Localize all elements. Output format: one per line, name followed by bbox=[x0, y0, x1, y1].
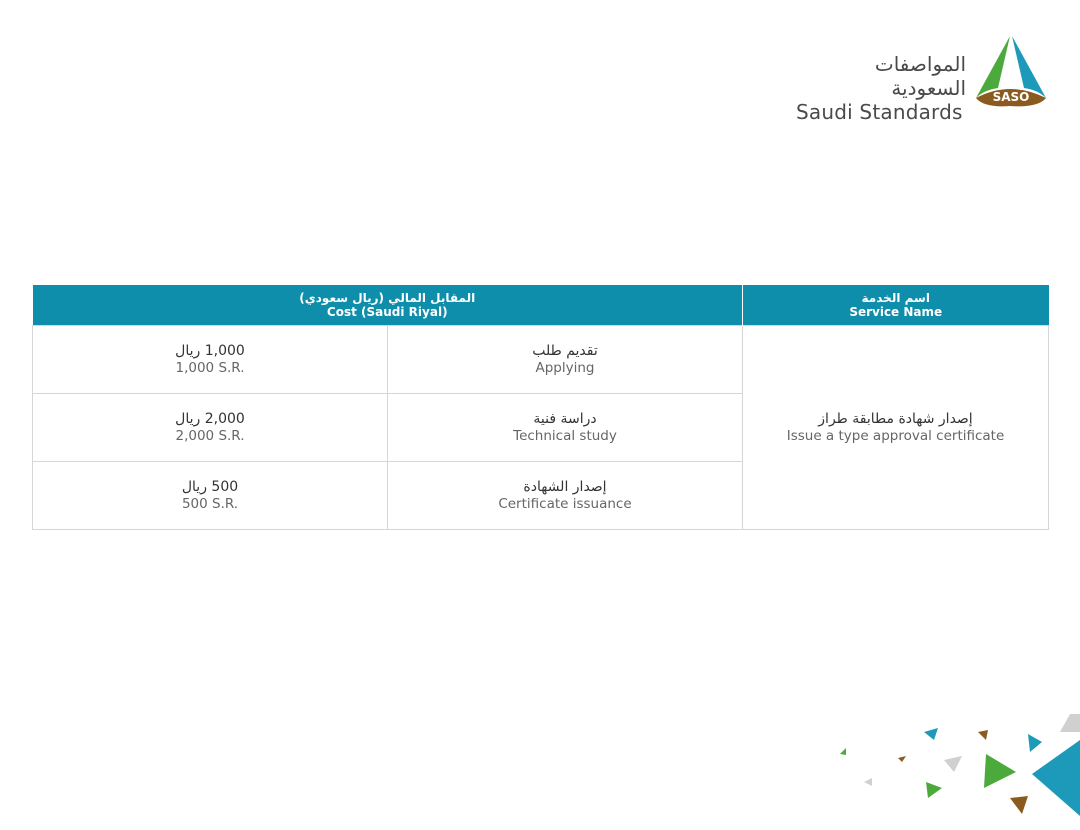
cost-ar: 1,000 ريال bbox=[175, 342, 245, 359]
deco-triangle-blue-small bbox=[924, 728, 938, 740]
cost-cell bbox=[33, 394, 388, 462]
deco-triangle-brown bbox=[978, 730, 988, 740]
deco-triangle-green-small bbox=[840, 748, 846, 755]
step-en: Certificate issuance bbox=[498, 495, 632, 512]
saso-emblem-icon bbox=[972, 34, 1048, 108]
deco-triangle-brown-mid bbox=[1010, 796, 1028, 814]
cost-header-en: Cost (Saudi Riyal) bbox=[326, 305, 448, 319]
step-ar: تقديم طلب bbox=[532, 342, 598, 359]
step-en: Applying bbox=[535, 359, 595, 376]
step-ar: دراسة فنية bbox=[533, 410, 597, 427]
saso-logo bbox=[796, 34, 1050, 124]
deco-triangle-gray-small bbox=[864, 778, 872, 786]
service-header bbox=[743, 285, 1049, 326]
service-cost-table bbox=[32, 285, 1049, 530]
step-cell bbox=[388, 326, 743, 394]
emblem-blue-leaf bbox=[1012, 36, 1046, 98]
cost-en: 500 S.R. bbox=[181, 495, 239, 512]
service-header-en: Service Name bbox=[849, 305, 943, 319]
service-name-ar: إصدار شهادة مطابقة طراز bbox=[818, 410, 973, 427]
table-header-row bbox=[33, 285, 1049, 326]
service-name-en: Issue a type approval certificate bbox=[786, 427, 1005, 444]
step-ar: إصدار الشهادة bbox=[523, 478, 607, 495]
emblem-center bbox=[1004, 60, 1018, 84]
deco-triangle-green bbox=[926, 782, 942, 798]
cost-cell bbox=[33, 326, 388, 394]
cost-en: 1,000 S.R. bbox=[175, 359, 245, 376]
logo-badge-text: SASO bbox=[992, 90, 1030, 104]
logo-text bbox=[796, 52, 966, 124]
deco-triangle-green-large bbox=[984, 754, 1016, 788]
deco-triangle-brown-small bbox=[898, 756, 906, 762]
deco-triangle-gray-mid bbox=[944, 756, 962, 772]
decorative-triangles bbox=[820, 700, 1080, 830]
logo-arabic-name: المواصفات السعودية bbox=[874, 52, 966, 100]
table-row bbox=[33, 326, 1049, 394]
cost-ar: 500 ريال bbox=[181, 478, 239, 495]
deco-triangle-blue-large bbox=[1032, 740, 1080, 816]
service-header-ar: اسم الخدمة bbox=[861, 291, 930, 305]
step-cell bbox=[388, 462, 743, 530]
cost-cell bbox=[33, 462, 388, 530]
service-name-cell bbox=[743, 326, 1049, 530]
cost-ar: 2,000 ريال bbox=[175, 410, 245, 427]
deco-triangle-gray bbox=[1060, 714, 1080, 732]
logo-english-name: Saudi Standards bbox=[796, 100, 963, 124]
step-en: Technical study bbox=[513, 427, 617, 444]
cost-header bbox=[33, 285, 743, 326]
deco-triangle-blue bbox=[1028, 734, 1042, 752]
step-cell bbox=[388, 394, 743, 462]
cost-en: 2,000 S.R. bbox=[175, 427, 245, 444]
cost-header-ar: المقابل المالي (ريال سعودي) bbox=[299, 291, 476, 305]
emblem-green-leaf bbox=[976, 36, 1010, 98]
